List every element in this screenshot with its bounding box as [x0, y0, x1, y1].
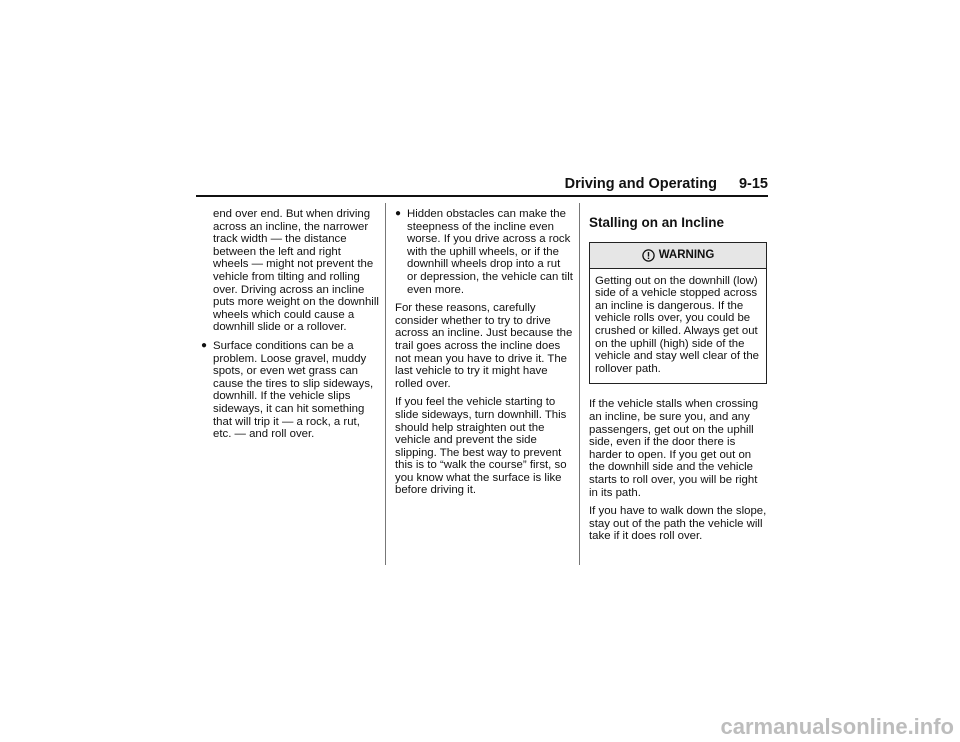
warning-box: [589, 242, 767, 385]
paragraph: If you feel the vehicle starting to slide sideways, turn downhill. This should help straighten out the vehicle and prevent the side slipping. The best way to prevent this is to “walk the course” first, so you know what the surface is like before driving it.: [395, 396, 567, 497]
warning-label: WARNING: [658, 248, 715, 261]
column-1: [201, 208, 379, 447]
bullet-dot-icon: ●: [201, 339, 208, 351]
column-divider-2: [579, 203, 580, 565]
bullet-dot-icon: ●: [395, 208, 402, 219]
page-header: [196, 176, 768, 192]
bullet-text: Surface conditions can be a problem. Loose gravel, muddy spots, or even wet grass can cause the tires to slip sideways, downhill. If the vehicle slips sideways, it can hit something that will trip it — a rock, a rut, etc. — and roll over.: [213, 339, 374, 441]
column-divider-1: [385, 203, 386, 565]
header-rule: [196, 195, 768, 197]
section-heading: Stalling on an Incline: [589, 215, 725, 230]
column-2: [395, 208, 573, 503]
paragraph: If you have to walk down the slope, stay out of the path the vehicle will take if it does roll over.: [589, 505, 767, 543]
warning-circle-icon: [642, 249, 655, 262]
bullet-item: [395, 208, 573, 296]
warning-text: Getting out on the downhill (low) side of a vehicle stopped across an incline is dangerous. If the vehicle rolls over, you could be crushed or killed. Always get out on the uphill (high) side of the vehicle and stay well clear of the rollover path.: [595, 274, 759, 375]
warning-header: [590, 243, 766, 269]
page-number: 9-15: [738, 176, 768, 192]
paragraph: If the vehicle stalls when crossing an incline, be sure you, and any passengers, get out on the uphill side, even if the door there is harder to open. If you get out on the downhill side and the vehicle starts to roll over, you will be right in its path.: [589, 398, 759, 499]
paragraph: For these reasons, carefully consider whether to try to drive across an incline. Just because the trail goes across the incline does not mean you have to drive it. The last vehicle to try it might have rolled over.: [395, 302, 573, 390]
bullet-item: [201, 340, 379, 441]
watermark: carmanualsonline.info: [720, 714, 954, 739]
column-3: [589, 212, 769, 549]
section-title: Driving and Operating: [564, 176, 717, 192]
bullet-text: Hidden obstacles can make the steepness of the incline even worse. If you drive across a rock with the uphill wheels, or if the downhill wheels drop into a rut or depression, the vehicle can tilt even more.: [407, 208, 573, 296]
continuation-paragraph: end over end. But when driving across an incline, the narrower track width — the distance between the left and right wheels — might not prevent the vehicle from tilting and rolling over. Driving across an incline puts more weight on the downhill wheels which could cause a downhill slide or a rollover.: [213, 208, 379, 334]
